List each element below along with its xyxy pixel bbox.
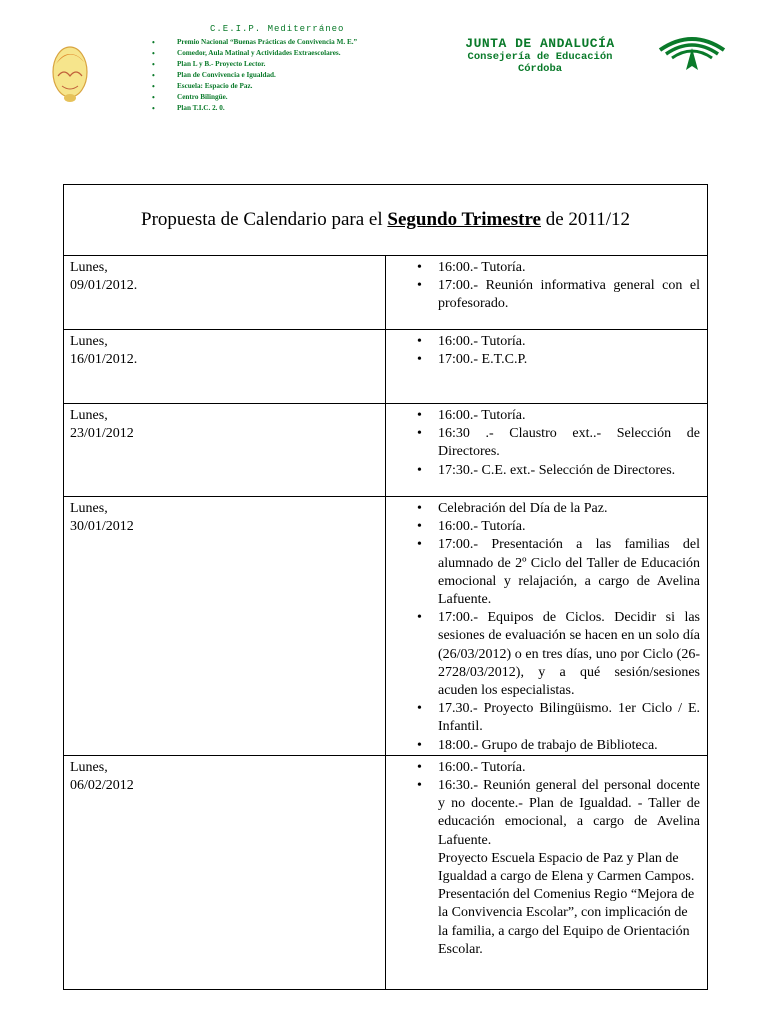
date-label: 06/02/2012	[70, 778, 134, 794]
list-item: • 16:00.- Tutoría.	[438, 407, 700, 425]
junta-title: JUNTA DE ANDALUCÍA	[465, 36, 615, 51]
title-emphasis: Segundo Trimestre	[387, 208, 541, 230]
list-item: • Centro Bilingüe.	[150, 92, 440, 103]
date-label: 23/01/2012	[70, 426, 134, 442]
list-item: • 18:00.- Grupo de trabajo de Biblioteca.	[438, 737, 700, 755]
list-item: • Premio Nacional “Buenas Prácticas de Convivencia M. E.”	[150, 37, 440, 48]
items-cell	[386, 404, 708, 497]
calendar-table	[63, 184, 708, 990]
calendar-title	[64, 185, 708, 256]
list-item: • Plan T.I.C. 2. 0.	[150, 103, 440, 114]
list-item: • 17:00.- Presentación a las familias del alumnado de 2º Ciclo del Taller de Educación emocional y relajación, a cargo de Avelina Lafuente.	[438, 536, 700, 609]
title-prefix: Propuesta de Calendario para el	[141, 208, 383, 230]
list-item: • 16:00.- Tutoría.	[438, 759, 700, 777]
school-feature-list	[150, 37, 440, 114]
day-label: Lunes,	[70, 334, 108, 349]
list-item: • 17:30.- C.E. ext.- Selección de Directores.	[438, 462, 700, 480]
list-item: • 17:00.- Equipos de Ciclos. Decidir si las sesiones de evaluación se hacen en un solo día (26/03/2012) o en tres días, uno por Ciclo (26-2728/03/2012), y a qué sesión/sesiones acuden los especialistas.	[438, 609, 700, 700]
title-suffix: de 2011/12	[545, 208, 630, 230]
table-row	[64, 256, 708, 330]
agenda-list	[386, 759, 700, 850]
items-cell	[386, 256, 708, 330]
agenda-list	[386, 500, 700, 755]
date-label: 30/01/2012	[70, 519, 134, 535]
list-item: • 17.30.- Proyecto Bilingüismo. 1er Ciclo / E. Infantil.	[438, 700, 700, 736]
day-label: Lunes,	[70, 408, 108, 423]
items-cell	[386, 330, 708, 404]
day-label: Lunes,	[70, 260, 108, 275]
junta-block	[440, 36, 640, 75]
table-row	[64, 404, 708, 497]
date-cell	[64, 497, 386, 756]
table-row	[64, 330, 708, 404]
table-row	[64, 755, 708, 989]
day-label: Lunes,	[70, 759, 108, 775]
junta-andalucia-logo-icon	[656, 30, 728, 74]
list-item: • Escuela: Espacio de Paz.	[150, 81, 440, 92]
list-item: • 17:00.- Reunión informativa general con el profesorado.	[438, 277, 700, 313]
junta-city: Córdoba	[517, 63, 563, 75]
date-cell	[64, 256, 386, 330]
list-item: • Celebración del Día de la Paz.	[438, 500, 700, 518]
items-cell	[386, 497, 708, 756]
list-item: • 16:00.- Tutoría.	[438, 518, 700, 536]
date-cell	[64, 755, 386, 989]
list-item: • 16:30 .- Claustro ext..- Selección de Directores.	[438, 425, 700, 461]
table-row	[64, 497, 708, 756]
school-info	[150, 24, 440, 114]
items-cell	[386, 755, 708, 989]
list-item: • 16:30.- Reunión general del personal docente y no docente.- Plan de Igualdad. - Taller de educación emocional, a cargo de Avelina Lafuente.	[438, 777, 700, 850]
list-item: • Plan de Convivencia e Igualdad.	[150, 70, 440, 81]
day-label: Lunes,	[70, 501, 108, 516]
date-cell	[64, 404, 386, 497]
list-item: • Comedor, Aula Matinal y Actividades Extraescolares.	[150, 48, 440, 59]
date-label: 16/01/2012.	[70, 352, 138, 368]
school-name: C.E.I.P. Mediterráneo	[210, 24, 345, 34]
list-item: • 16:00.- Tutoría.	[438, 259, 700, 277]
list-item: • 16:00.- Tutoría.	[438, 333, 700, 351]
junta-subtitle: Consejería de Educación	[467, 51, 613, 63]
agenda-list	[386, 333, 700, 369]
continuation-text: Presentación del Comenius Regio “Mejora de la Convivencia Escolar”, con implicación de la familia, a cargo del Equipo de Orientación Escolar.	[438, 887, 695, 957]
date-label: 09/01/2012.	[70, 278, 138, 294]
list-item: • Plan L y B.- Proyecto Lector.	[150, 59, 440, 70]
date-cell	[64, 330, 386, 404]
agenda-list	[386, 407, 700, 480]
list-item: • 17:00.- E.T.C.P.	[438, 351, 700, 369]
school-logo-icon	[50, 42, 90, 104]
agenda-list	[386, 259, 700, 314]
continuation-text: Proyecto Escuela Espacio de Paz y Plan de Igualdad a cargo de Elena y Carmen Campos.	[438, 850, 695, 885]
